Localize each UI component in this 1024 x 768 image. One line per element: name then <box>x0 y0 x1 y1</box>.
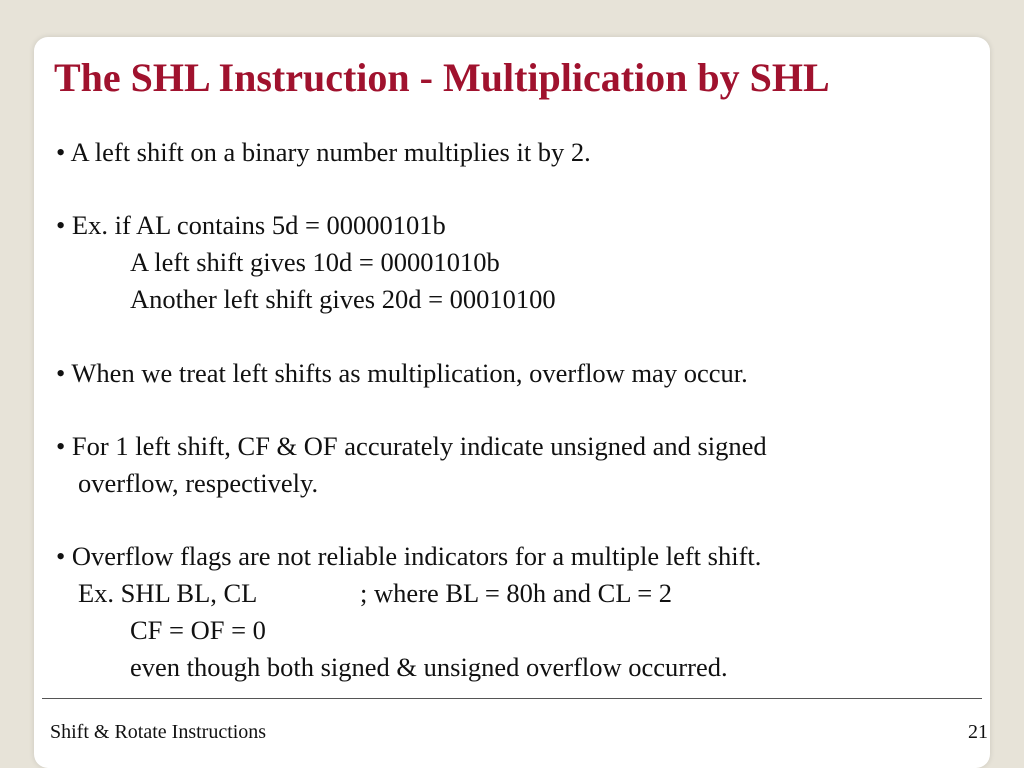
example-flags-result: CF = OF = 0 <box>130 615 266 645</box>
page-number: 21 <box>968 721 988 743</box>
example-comment: ; where BL = 80h and CL = 2 <box>360 578 673 608</box>
bullet-example-al: • Ex. if AL contains 5d = 00000101b <box>56 210 446 240</box>
slide-title: The SHL Instruction - Multiplication by SHL <box>54 55 830 100</box>
example-line-second-shift: Another left shift gives 20d = 00010100 <box>130 284 556 314</box>
example-overflow-note: even though both signed & unsigned overflow occurred. <box>130 652 728 682</box>
footer-title: Shift & Rotate Instructions <box>50 721 267 743</box>
bullet-left-shift-multiplies: • A left shift on a binary number multiplies it by 2. <box>56 137 591 167</box>
example-shl-bl-cl <box>78 577 672 609</box>
bullet-overflow-may-occur: • When we treat left shifts as multiplication, overflow may occur. <box>56 358 748 388</box>
bullet-cf-of-single-shift: • For 1 left shift, CF & OF accurately indicate unsigned and signed <box>56 431 767 461</box>
example-instruction: Ex. SHL BL, CL <box>78 578 258 608</box>
example-line-first-shift: A left shift gives 10d = 00001010b <box>130 247 500 277</box>
bullet-flags-not-reliable: • Overflow flags are not reliable indicators for a multiple left shift. <box>56 541 762 571</box>
bullet-cf-of-continuation: overflow, respectively. <box>78 468 319 498</box>
footer-divider <box>42 698 982 699</box>
